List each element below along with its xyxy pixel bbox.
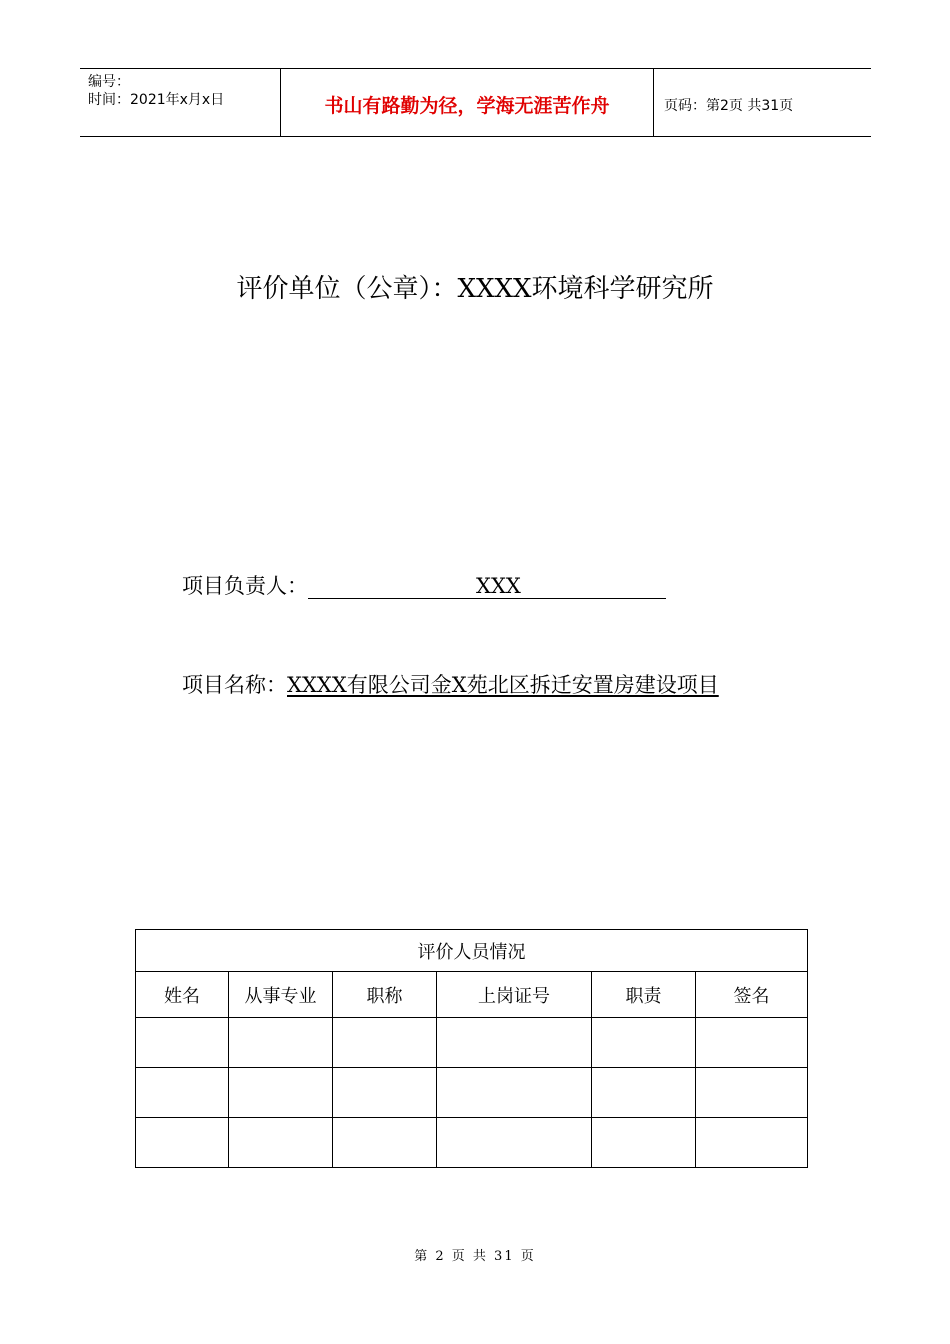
document-date: 时间：2021年x月x日 [88,92,225,108]
table-cell[interactable] [333,1068,437,1118]
table-cell[interactable] [136,1018,229,1068]
column-header-signature: 签名 [696,972,808,1018]
project-name-value: XXXX有限公司金X苑北区拆迁安置房建设项目 [287,673,719,697]
table-cell[interactable] [696,1118,808,1168]
table-cell[interactable] [437,1068,592,1118]
page-header [80,68,871,137]
table-row [136,1018,808,1068]
page-footer: 第 2 页 共 31 页 [414,1249,536,1264]
project-name-label: 项目名称： [182,673,287,697]
table-cell[interactable] [229,1068,333,1118]
project-leader-row [182,570,666,600]
project-name-row [182,669,719,699]
evaluation-unit: 评价单位（公章）：XXXX环境科学研究所 [236,274,714,304]
staff-table-caption: 评价人员情况 [136,930,808,972]
table-cell[interactable] [136,1068,229,1118]
table-cell[interactable] [229,1018,333,1068]
table-cell[interactable] [437,1018,592,1068]
table-cell[interactable] [229,1118,333,1168]
header-meta [80,69,281,136]
column-header-duty: 职责 [592,972,696,1018]
table-cell[interactable] [136,1118,229,1168]
header-motto: 书山有路勤为径，学海无涯苦作舟 [281,69,654,136]
table-row [136,1068,808,1118]
staff-table [135,929,808,1168]
column-header-name: 姓名 [136,972,229,1018]
table-cell[interactable] [437,1118,592,1168]
project-leader-label: 项目负责人： [182,574,308,598]
column-header-title: 职称 [333,972,437,1018]
document-number-label: 编号： [88,74,130,90]
table-cell[interactable] [696,1068,808,1118]
table-cell[interactable] [592,1018,696,1068]
table-cell[interactable] [333,1018,437,1068]
header-page-info: 页码：第2页 共31页 [664,97,794,114]
staff-table-header-row [136,972,808,1018]
column-header-profession: 从事专业 [229,972,333,1018]
table-row [136,1118,808,1168]
table-cell[interactable] [592,1068,696,1118]
table-cell[interactable] [592,1118,696,1168]
column-header-license-number: 上岗证号 [437,972,592,1018]
project-leader-value: XXX [308,574,666,599]
table-cell[interactable] [333,1118,437,1168]
table-cell[interactable] [696,1018,808,1068]
